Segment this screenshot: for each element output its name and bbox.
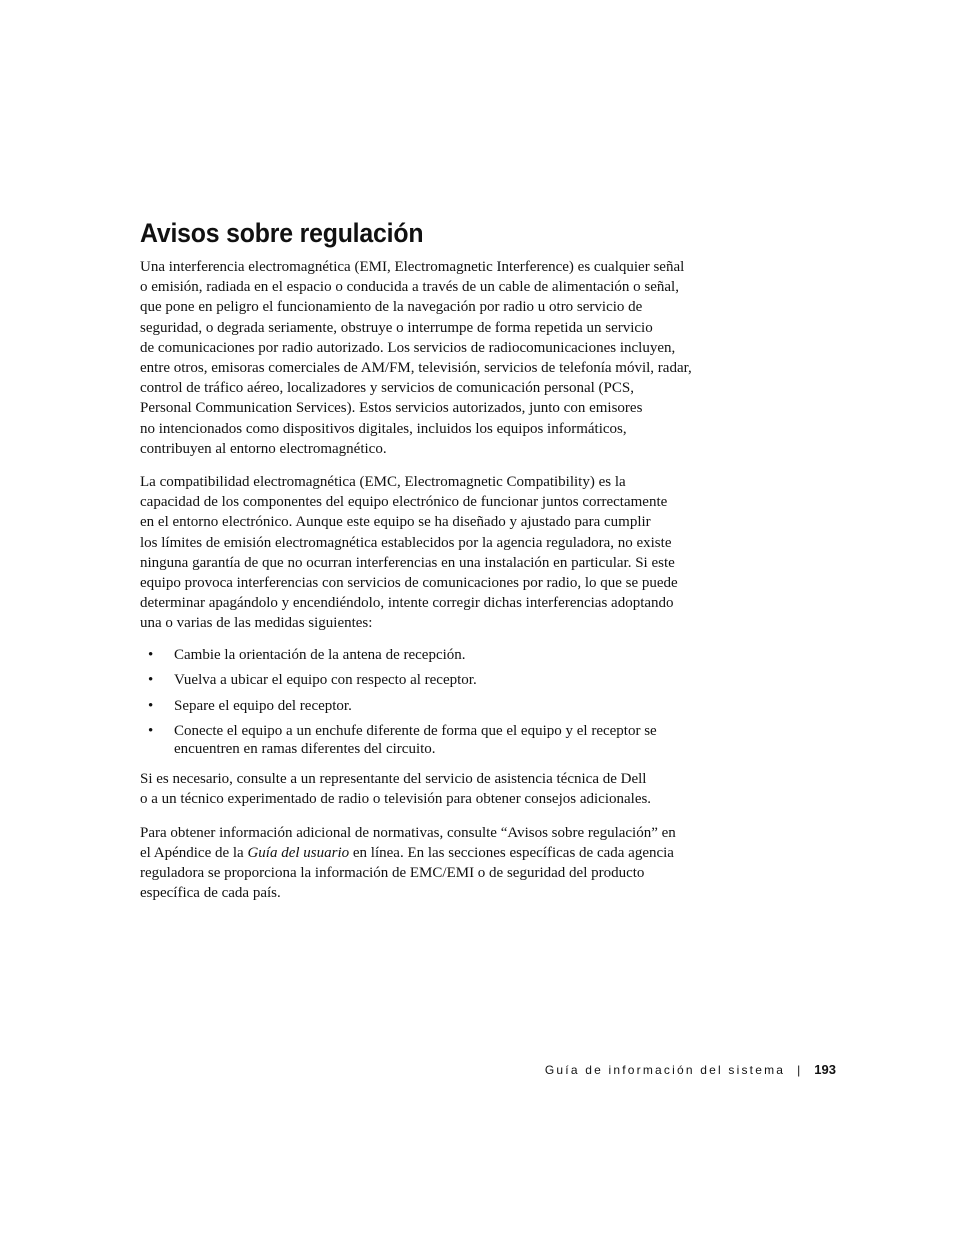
text-line: Una interferencia electromagnética (EMI, Electromagnetic Interference) es cualquier señal <box>140 259 685 275</box>
list-item-text: Cambie la orientación de la antena de recepción. <box>174 646 466 663</box>
text-line: no intencionados como dispositivos digitales, incluidos los equipos informáticos, <box>140 420 627 437</box>
page-footer <box>545 1062 836 1078</box>
paragraph-regulatory-info <box>140 823 740 904</box>
footer-title: Guía de información del sistema <box>544 1063 786 1077</box>
text-line: contribuyen al entorno electromagnético. <box>140 440 387 457</box>
list-item <box>140 672 740 690</box>
text-segment: el Apéndice de la <box>140 844 248 861</box>
text-segment: en línea. En las secciones específicas de cada agencia <box>349 844 674 861</box>
text-line: reguladora se proporciona la información de EMC/EMI o de seguridad del producto <box>140 864 645 881</box>
text-line <box>140 843 740 863</box>
list-item-text: Vuelva a ubicar el equipo con respecto al receptor. <box>174 672 477 689</box>
list-item <box>140 698 740 716</box>
text-line: capacidad de los componentes del equipo electrónico de funcionar juntos correctamente <box>140 494 668 511</box>
text-line: equipo provoca interferencias con servicios de comunicaciones por radio, lo que se puede <box>140 575 678 592</box>
list-item-text: Separe el equipo del receptor. <box>174 697 352 714</box>
bullet-icon: • <box>148 723 154 740</box>
text-line: que pone en peligro el funcionamiento de la navegación por radio u otro servicio de <box>140 299 643 316</box>
text-line: La compatibilidad electromagnética (EMC, Electromagnetic Compatibility) es la <box>140 474 626 491</box>
page-number: 193 <box>814 1062 836 1077</box>
text-line: seguridad, o degrada seriamente, obstruye o interrumpe de forma repetida un servicio <box>140 319 653 336</box>
text-line: Si es necesario, consulte a un representante del servicio de asistencia técnica de Dell <box>140 771 647 788</box>
bullet-icon: • <box>148 672 154 689</box>
bullet-icon: • <box>148 646 154 663</box>
list-item-text: Conecte el equipo a un enchufe diferente de forma que el equipo y el receptor se <box>174 723 657 740</box>
paragraph-emi <box>140 257 740 459</box>
text-line: específica de cada país. <box>140 885 281 902</box>
text-line: Personal Communication Services). Estos servicios autorizados, junto con emisores <box>140 400 643 417</box>
text-line: los límites de emisión electromagnética establecidos por la agencia reguladora, no existe <box>140 534 672 551</box>
body-content <box>140 257 740 916</box>
text-line: o a un técnico experimentado de radio o televisión para obtener consejos adicionales. <box>140 791 652 808</box>
list-item-text: encuentren en ramas diferentes del circuito. <box>174 740 436 757</box>
measures-list <box>140 647 740 759</box>
text-line: ninguna garantía de que no ocurran interferencias en una instalación en particular. Si este <box>140 554 675 571</box>
text-line: control de tráfico aéreo, localizadores y servicios de comunicación personal (PCS, <box>140 380 634 397</box>
list-item <box>140 647 740 665</box>
paragraph-emc <box>140 472 740 634</box>
paragraph-support <box>140 769 740 809</box>
footer-separator: | <box>797 1063 801 1077</box>
text-line: en el entorno electrónico. Aunque este equipo se ha diseñado y ajustado para cumplir <box>140 514 651 531</box>
text-line: Para obtener información adicional de normativas, consulte “Avisos sobre regulación” en <box>140 824 676 841</box>
text-line: una o varias de las medidas siguientes: <box>140 615 373 632</box>
page-title: Avisos sobre regulación <box>140 218 424 248</box>
text-line: entre otros, emisoras comerciales de AM/FM, televisión, servicios de telefonía móvil, radar, <box>140 360 692 377</box>
list-item <box>140 723 740 758</box>
bullet-icon: • <box>148 697 154 714</box>
text-line: de comunicaciones por radio autorizado. Los servicios de radiocomunicaciones incluyen, <box>140 339 676 356</box>
text-line: determinar apagándolo y encendiéndolo, intente corregir dichas interferencias adoptando <box>140 595 674 612</box>
text-line: o emisión, radiada en el espacio o conducida a través de un cable de alimentación o señal, <box>140 279 679 296</box>
user-guide-title: Guía del usuario <box>247 844 350 861</box>
